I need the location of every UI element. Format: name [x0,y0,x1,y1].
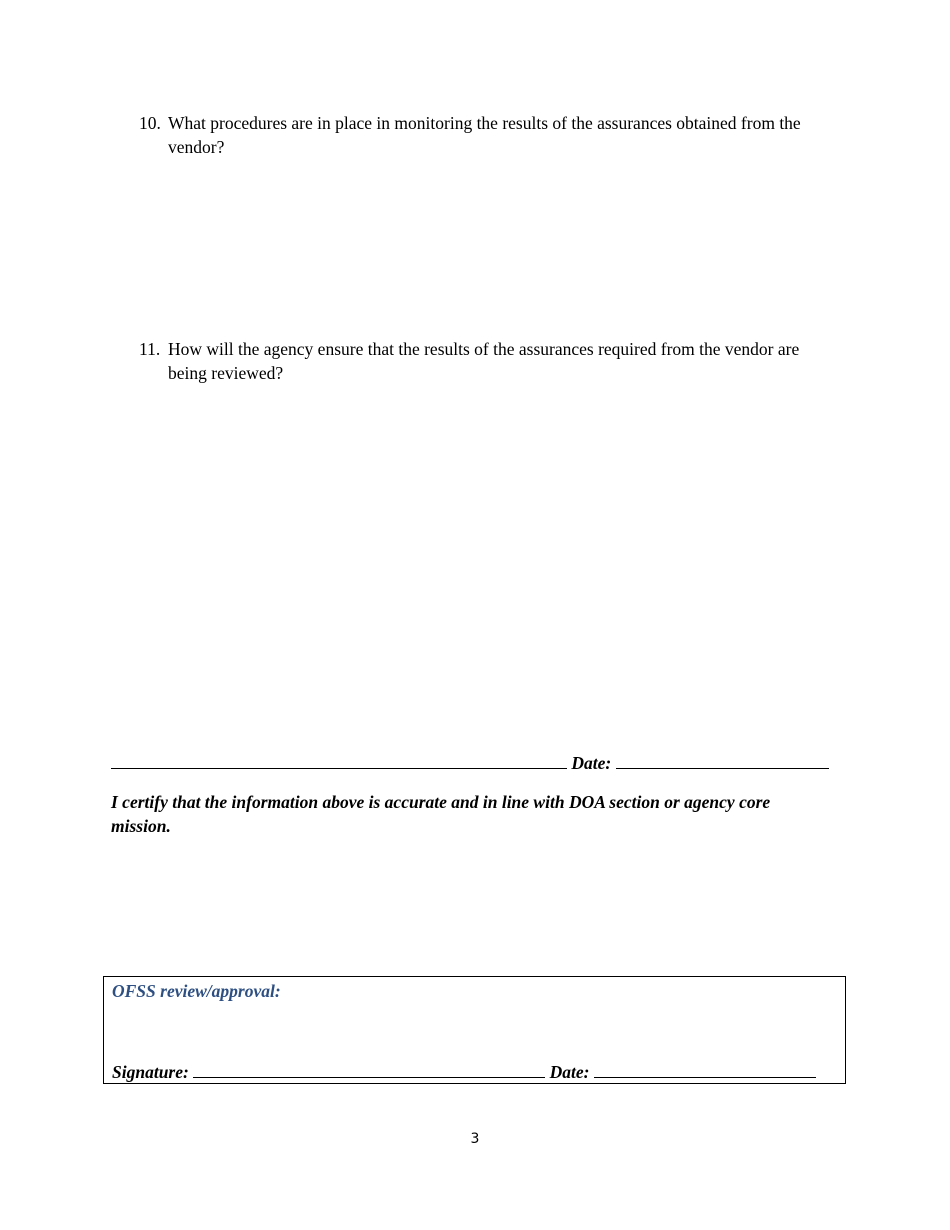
question-number: 11. [139,339,161,359]
ofss-signature-line [112,1058,816,1084]
question-number: 10. [139,113,161,133]
signature-date-line [111,749,846,775]
signature-blank[interactable] [111,749,567,769]
date-label: Date: [571,753,612,773]
date-label: Date: [549,1062,590,1082]
question-text: What procedures are in place in monitoring the results of the assurances obtained from the vendor? [168,113,801,157]
question-11 [139,337,829,385]
ofss-review-title: OFSS review/approval: [112,981,281,1001]
question-10 [139,111,829,159]
ofss-date-blank[interactable] [594,1058,816,1078]
ofss-signature-blank[interactable] [193,1058,545,1078]
page-number: 3 [470,1131,480,1147]
signature-label: Signature: [112,1062,189,1082]
ofss-review-box [103,976,846,1084]
question-text: How will the agency ensure that the results of the assurances required from the vendor are being reviewed? [168,339,800,383]
date-blank[interactable] [616,749,829,769]
certification-statement: I certify that the information above is accurate and in line with DOA section or agency core mission. [111,792,771,836]
